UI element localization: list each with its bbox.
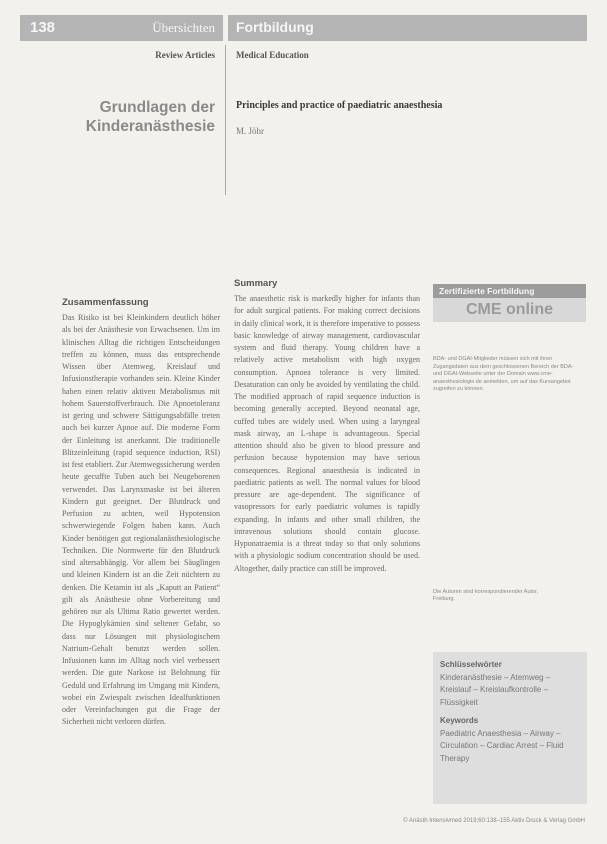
cme-badge: CME online	[433, 298, 586, 322]
keywords-en-text: Paediatric Anaesthesia – Airway – Circulation – Cardiac Arrest – Fluid Therapy	[440, 728, 564, 763]
section-title-en: Fortbildung	[236, 19, 314, 35]
header-bar-left	[20, 15, 223, 41]
column-divider	[225, 45, 226, 195]
footer: © Anästh Intensivmed 2019;60:138–155 Aktiv Druck & Verlag GmbH	[403, 818, 585, 824]
subtitle-en: Medical Education	[236, 50, 309, 60]
keywords-de-text: Kinderanästhesie – Atemweg – Kreislauf – Kreislaufkontrolle – Flüssigkeit	[440, 672, 551, 707]
cme-text: BDA- und DGAI-Mitglieder müssen sich mit ihren Zugangsdaten aus dem geschlossenen Bereich der BDA- und DGAI-Webseite unter der Domain www.cme-anaesthesiologie.de anmelden, um auf das Kursangebot zugreifen zu können.	[433, 356, 574, 392]
cme-header: Zertifizierte Fortbildung	[433, 284, 586, 298]
header-bar-right	[228, 15, 587, 41]
summary-text: The anaesthetic risk is markedly higher for infants than for adult surgical patients. For making correct decisions in daily clinical work, it is therefore imperative to possess basic knowledge of airway management, cardiovascular system and fluid therapy. Young children have a relatively active metabolism with high oxygen consumption. Apnoea tolerance is very limited. Desaturation can only be avoided by ventilating the child. The modified approach of rapid sequence induction is becoming generally accepted. Beyond neonatal age, cuffed tubes are widely used. When using a laryngeal mask airway, an L-shape is advantageous. Special attention should also be given to blood pressure and perfusion because hypotension may have serious consequences. Regional anaesthesia is indicated in paediatric patients as well. The normal values for blood pressure are age-dependent. The significance of vasopressors for early paediatric volumes is rapidly expanding. In infants and other small children, the intravenous solutions should contain glucose. Hyponatraemia is a threat today so that only solutions with a physiologic sodium concentration should be used. Altogether, daily practice can still be improved.	[234, 294, 420, 573]
subtitle-de: Review Articles	[155, 50, 215, 60]
zusammenfassung-heading: Zusammenfassung	[62, 297, 149, 308]
page-number: 138	[30, 19, 56, 36]
zusammenfassung-column	[62, 297, 220, 729]
cme-box	[433, 284, 586, 344]
author: M. Jöhr	[236, 126, 265, 136]
author-credit: Die Autoren sind korrespondierender Autor, Freiburg.	[433, 589, 539, 602]
keywords-de-heading: Schlüsselwörter	[440, 660, 502, 669]
section-title-de: Übersichten	[152, 20, 215, 35]
article-title-de: Grundlagen der Kinderanästhesie	[85, 99, 215, 135]
article-title-en: Principles and practice of paediatric anaesthesia	[236, 100, 443, 111]
keywords-en-heading: Keywords	[440, 716, 479, 725]
keywords-box	[433, 652, 587, 804]
zusammenfassung-text: Das Risiko ist bei Kleinkindern deutlich höher als bei der Anästhesie von Erwachsenen. Um im klinischen Alltag die richtigen Entscheidungen treffen zu können, muss das entsprechende Wissen über Atemweg, Kreislauf und Infusionstherapie vorhanden sein. Kleine Kinder haben einen relativ aktiven Metabolismus mit hohem Sauerstoffverbrauch. Die Apnoetoleranz ist gering und schwere Sättigungsabfälle treten auch bei kurzer Apnoe auf. Die moderne Form der Einleitung ist anerkannt. Die traditionelle Blitzeinleitung (rapid sequence induction, RSI) ist fest etabliert. Zur Atemwegssicherung werden heute gecuffte Tuben auch bei Neugeborenen verwendet. Das Larynxmaske ist bei älteren Kindern gut geeignet. Der Blutdruck und Perfusion zu achten, weil Hypotension schwerwiegende Folgen haben kann. Auch Kinder benötigen gut regionalanästhesiologische Techniken. Die Normwerte für den Blutdruck sind altersabhängig. Vor allem bei Säuglingen und kleinen Kindern ist an die Zeit nüchtern zu denken. Die Ketamin ist als „Kaputt an Patient“ gilt als Anästhesie ohne Vorbereitung und gehören nur als Ultima Ratio gewertet werden. Die Hypoglykämien sind seltener Gefahr, so dass nur Lösungen mit physiologischem Natrium-Gehalt benutzt werden sollen. Infusionen kann im Alltag noch viel verbessert werden. Die gute Narkose ist Belohnung für Geduld und Erfahrung im Umgang mit Kindern, wobei ein Zwiespalt zwischen Idealfunktionen oder Vereinfachungen gut die Frage der Sicherheit nicht verloren dürfen.	[62, 313, 220, 727]
summary-column	[234, 266, 420, 575]
summary-heading: Summary	[234, 278, 278, 289]
